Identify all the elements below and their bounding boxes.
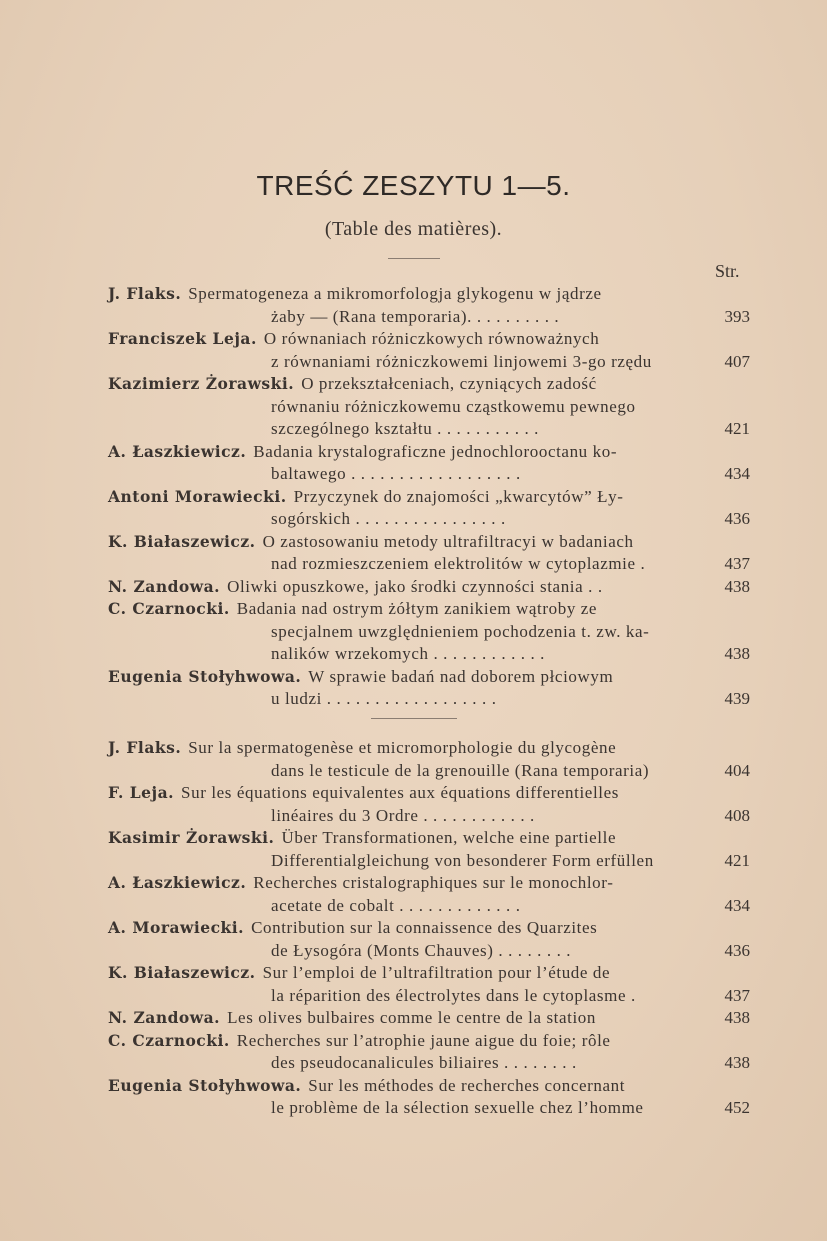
toc-title-text: sogórskich . . . . . . . . . . . . . . . . (271, 509, 506, 528)
toc-page-number: 434 (724, 895, 750, 915)
toc-entry-line (108, 508, 750, 531)
toc-entry-line (108, 621, 750, 644)
toc-author: J. Flaks. (108, 284, 182, 303)
toc-page-number: 407 (724, 351, 750, 371)
toc-title-text: Über Transformationen, welche eine partielle (281, 828, 617, 847)
toc-entry (108, 1007, 750, 1030)
toc-page-number: 434 (724, 464, 750, 483)
toc-author: Eugenia Stołyhwowa. (108, 1075, 302, 1095)
toc-entry-line (108, 1030, 750, 1053)
toc-entry-line (108, 805, 750, 828)
toc-page-number: 421 (724, 850, 750, 870)
page-subtitle: (Table des matières). (324, 218, 503, 240)
toc-entry (108, 283, 750, 328)
toc-author: F. Leja. (108, 783, 175, 802)
toc-page-number: 421 (724, 419, 750, 438)
toc-entry (108, 1030, 750, 1075)
toc-author: Franciszek Leja. (108, 329, 257, 348)
toc-page-number: 437 (724, 985, 750, 1005)
toc-title-text: Sur les équations equivalentes aux équations differentielles (181, 783, 619, 802)
toc-title-text: Sur les méthodes de recherches concernant (308, 1075, 626, 1095)
toc-title-text: Differentialgleichung von besonderer Form erfüllen (271, 850, 654, 870)
toc-author: Eugenia Stołyhwowa. (108, 666, 302, 686)
toc-entry-line (108, 351, 750, 374)
toc-title-text: W sprawie badań nad doborem płciowym (308, 666, 614, 686)
toc-page-number: 438 (724, 644, 750, 663)
toc-title-text: Recherches sur l’atrophie jaune aigue du foie; rôle (236, 1030, 611, 1050)
toc-author: C. Czarnocki. (108, 1030, 230, 1050)
toc-entry-line (108, 486, 750, 509)
toc-author: C. Czarnocki. (108, 599, 230, 618)
toc-page-number: 436 (724, 509, 750, 528)
toc-title-text: acetate de cobalt . . . . . . . . . . . . . (271, 895, 521, 915)
toc-entry (108, 1075, 750, 1120)
page-column-heading: Str. (715, 261, 740, 281)
toc-entry-line (108, 396, 750, 419)
toc-title-text: szczególnego kształtu . . . . . . . . . . . (271, 419, 539, 438)
toc-title-text: Les olives bulbaires comme le centre de la station (227, 1008, 596, 1027)
toc-title-text: Sur la spermatogenèse et micromorphologie du glycogène (188, 738, 617, 757)
toc-author: A. Morawiecki. (108, 918, 245, 937)
toc-entry-line (108, 598, 750, 621)
toc-title-text: baltawego . . . . . . . . . . . . . . . . . . (271, 464, 521, 483)
toc-author: Antoni Morawiecki. (108, 486, 287, 506)
toc-entry-line (108, 666, 750, 689)
toc-entry-line (108, 985, 750, 1008)
divider-middle (371, 718, 457, 719)
toc-author: Kazimierz Żorawski. (108, 374, 295, 393)
toc-title-text: O równaniach różniczkowych równoważnych (263, 329, 600, 348)
toc-title-text: O zastosowaniu metody ultrafiltracyi w badaniach (262, 531, 634, 551)
toc-entry-line (108, 1097, 750, 1120)
toc-entry (108, 441, 750, 486)
toc-entry-line (108, 688, 750, 711)
toc-author: A. Łaszkiewicz. (108, 441, 247, 461)
toc-entry (108, 328, 750, 373)
toc-entry-line (108, 553, 750, 576)
toc-entry-line (108, 872, 750, 895)
toc-entry (108, 737, 750, 782)
toc-title-text: O przekształceniach, czyniących zadość (301, 374, 597, 393)
toc-entry-line (108, 373, 750, 396)
toc-title-text: la réparition des électrolytes dans le cytoplasme . (271, 985, 636, 1005)
toc-page-number: 439 (724, 689, 750, 708)
toc-entry-line (108, 531, 750, 554)
toc-entry (108, 486, 750, 531)
toc-title-text: u ludzi . . . . . . . . . . . . . . . . . . (271, 689, 497, 708)
toc-title-text: dans le testicule de la grenouille (Rana temporaria) (271, 760, 650, 780)
toc-title-text: Badania krystalograficzne jednochlorooctanu ko- (253, 441, 618, 461)
toc-entry (108, 917, 750, 962)
toc-entry-line (108, 850, 750, 873)
toc-title-text: żaby — (Rana temporaria). . . . . . . . . . (271, 306, 560, 326)
toc-title-text: Spermatogeneza a mikromorfologja glykogenu w jądrze (188, 284, 602, 303)
toc-french (108, 737, 750, 1120)
toc-title-text: Oliwki opuszkowe, jako środki czynności stania . . (227, 576, 603, 596)
toc-page-number: 438 (724, 1053, 750, 1072)
toc-entry-line (108, 576, 750, 599)
toc-entry-line (108, 418, 750, 441)
toc-entry-line (108, 782, 750, 805)
toc-title-text: Przyczynek do znajomości „kwarcytów” Ły- (293, 486, 624, 506)
toc-entry (108, 373, 750, 441)
toc-author: Kasimir Żorawski. (108, 828, 275, 847)
toc-entry (108, 827, 750, 872)
toc-entry-line (108, 283, 750, 306)
toc-title-text: Badania nad ostrym żółtym zanikiem wątroby ze (236, 599, 598, 618)
toc-title-text: z równaniami różniczkowemi linjowemi 3-go rzędu (271, 351, 652, 371)
toc-entry-line (108, 737, 750, 760)
toc-entry (108, 576, 750, 599)
toc-author: K. Białaszewicz. (108, 531, 256, 551)
toc-entry-line (108, 760, 750, 783)
divider-top (388, 258, 440, 259)
toc-entry-line (108, 1052, 750, 1075)
toc-entry (108, 782, 750, 827)
toc-title-text: Contribution sur la connaissence des Quarzites (251, 918, 598, 937)
toc-title-text: Recherches cristalographiques sur le monochlor- (253, 873, 614, 892)
toc-page-number: 393 (724, 306, 750, 326)
toc-title-text: Sur l’emploi de l’ultrafiltration pour l’étude de (262, 963, 611, 982)
toc-page-number: 438 (724, 576, 750, 596)
toc-author: K. Białaszewicz. (108, 963, 256, 982)
toc-title-text: de Łysogóra (Monts Chauves) . . . . . . . . (271, 940, 572, 960)
toc-page-number: 437 (724, 554, 750, 573)
toc-entry-line (108, 463, 750, 486)
toc-entry-line (108, 962, 750, 985)
toc-page-number: 404 (724, 760, 750, 780)
toc-entry-line (108, 306, 750, 329)
toc-title-text: le problème de la sélection sexuelle chez l’homme (271, 1098, 644, 1117)
toc-page-number: 438 (724, 1008, 750, 1027)
toc-page-number: 452 (724, 1098, 750, 1117)
toc-author: A. Łaszkiewicz. (108, 873, 247, 892)
toc-title-text: nad rozmieszczeniem elektrolitów w cytoplazmie . (271, 554, 646, 573)
toc-entry-line (108, 1007, 750, 1030)
toc-title-text: linéaires du 3 Ordre . . . . . . . . . . . . (271, 805, 535, 825)
page-title: TREŚĆ ZESZYTU 1—5. (256, 170, 571, 201)
toc-entry-line (108, 917, 750, 940)
toc-entry-line (108, 940, 750, 963)
toc-entry (108, 872, 750, 917)
toc-page-number: 408 (724, 805, 750, 825)
toc-title-text: des pseudocanalicules biliaires . . . . . . . . (271, 1053, 577, 1072)
toc-entry-line (108, 1075, 750, 1098)
toc-title-text: nalików wrzekomych . . . . . . . . . . . . (271, 644, 546, 663)
toc-author: N. Zandowa. (108, 576, 221, 596)
toc-title-text: specjalnem uwzględnieniem pochodzenia t. zw. ka- (271, 621, 650, 641)
toc-entry (108, 531, 750, 576)
toc-author: J. Flaks. (108, 738, 182, 757)
toc-entry (108, 666, 750, 711)
toc-entry-line (108, 643, 750, 666)
toc-title-text: równaniu różniczkowemu cząstkowemu pewnego (271, 396, 636, 416)
toc-entry-line (108, 441, 750, 464)
toc-polish (108, 283, 750, 711)
toc-author: N. Zandowa. (108, 1008, 221, 1027)
toc-entry (108, 598, 750, 666)
toc-entry (108, 962, 750, 1007)
toc-entry-line (108, 328, 750, 351)
toc-entry-line (108, 827, 750, 850)
toc-page-number: 436 (724, 940, 750, 960)
toc-entry-line (108, 895, 750, 918)
